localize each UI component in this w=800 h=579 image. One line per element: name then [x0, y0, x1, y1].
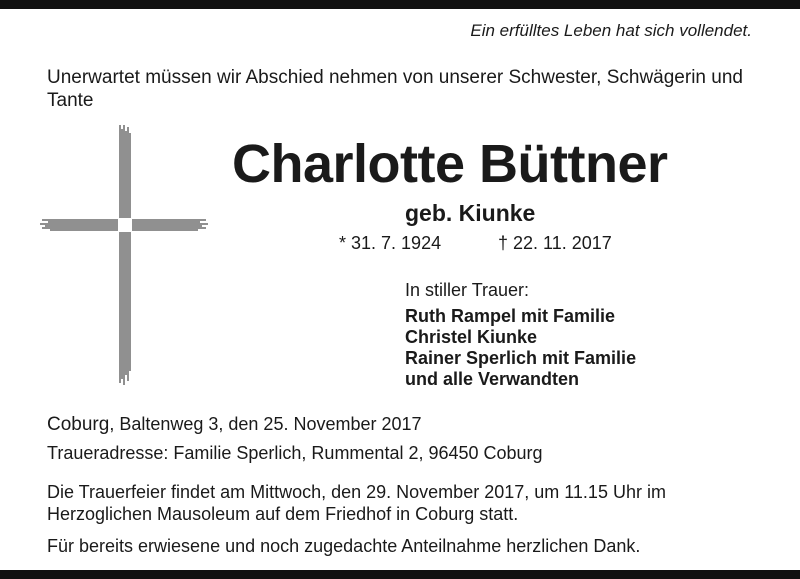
- death-date: † 22. 11. 2017: [498, 233, 612, 253]
- intro-text: Unerwartet müssen wir Abschied nehmen von unserer Schwester, Schwägerin und Tante: [47, 67, 743, 111]
- mourners-list: [405, 306, 636, 390]
- cross-icon: [40, 125, 210, 385]
- place-city: Coburg: [47, 414, 110, 435]
- mourner-item: und alle Verwandten: [405, 369, 580, 389]
- place-date-line: [47, 414, 422, 436]
- birth-date: * 31. 7. 1924: [339, 233, 442, 253]
- place-rest: , Baltenweg 3, den 25. November 2017: [109, 414, 422, 434]
- mourning-address: Traueradresse: Familie Sperlich, Rummental 2, 96450 Coburg: [47, 443, 543, 463]
- mourner-item: Ruth Rampel mit Familie: [405, 306, 616, 326]
- motto: Ein erfülltes Leben hat sich vollendet.: [470, 21, 752, 40]
- thanks-text: Für bereits erwiesene und noch zugedachte Anteilnahme herzlichen Dank.: [47, 536, 641, 556]
- mourner-item: Rainer Sperlich mit Familie: [405, 348, 637, 368]
- deceased-name: Charlotte Büttner: [232, 134, 668, 194]
- mourning-label: In stiller Trauer:: [405, 280, 530, 300]
- mourner-item: Christel Kiunke: [405, 327, 538, 347]
- service-info: Die Trauerfeier findet am Mittwoch, den 29. November 2017, um 11.15 Uhr im Herzoglichen Mausoleum auf dem Friedhof in Coburg statt.: [47, 482, 666, 524]
- maiden-name: geb. Kiunke: [405, 200, 536, 226]
